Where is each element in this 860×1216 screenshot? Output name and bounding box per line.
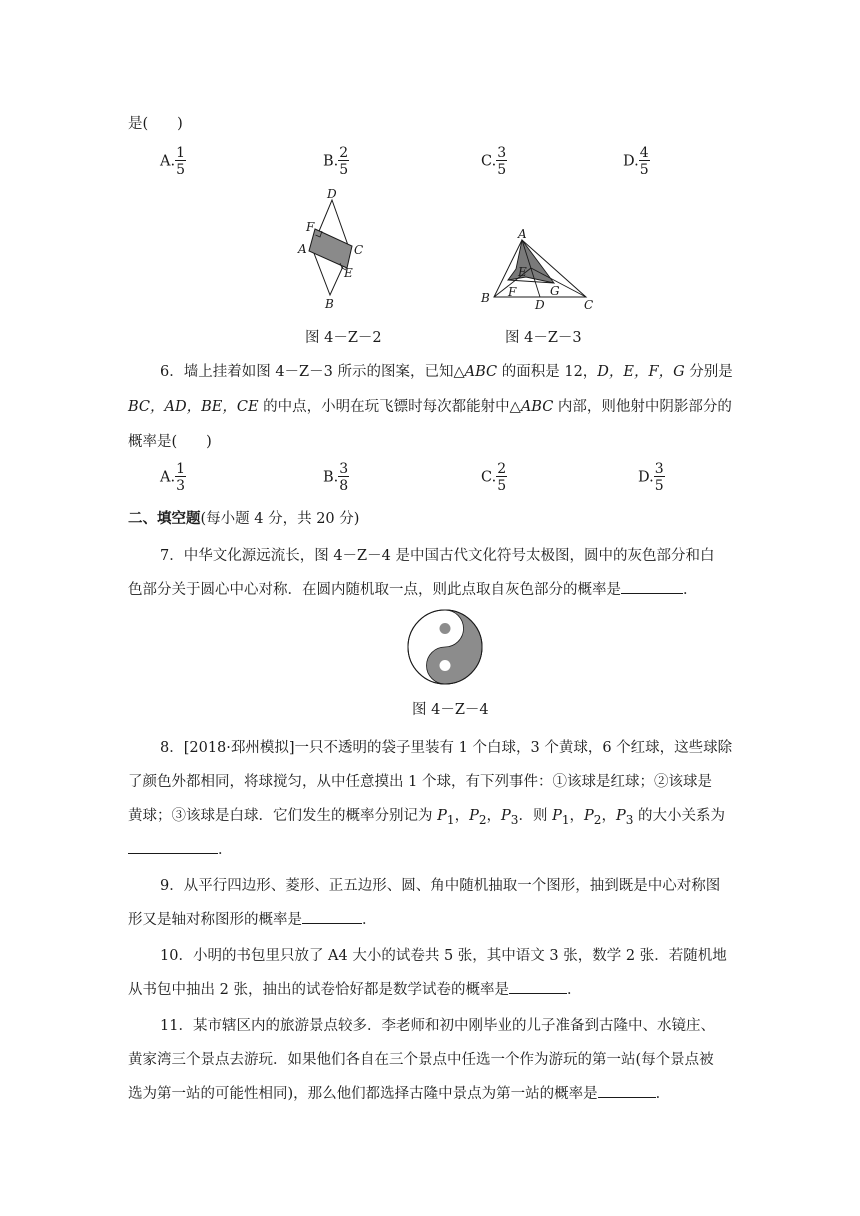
q11-line-1: 11．某市辖区内的旅游景点较多．李老师和初中刚毕业的儿子准备到古隆中、水镜庄、 [160,1018,715,1034]
q10-line-1: 10．小明的书包里只放了 A4 大小的试卷共 5 张，其中语文 3 张，数学 2 张．若随机地 [160,948,727,964]
fraction: $\frac{1}{3}$ [176,461,186,494]
taiji-white-dot [440,660,451,671]
q10-line-2: 从书包中抽出 2 张，抽出的试卷恰好都是数学试卷的概率是 ． [128,978,581,999]
q6-option-a: A. $\frac{1}{3}$ [160,461,186,494]
fraction: $\frac{1}{5}$ [176,145,186,178]
label-g: G [550,284,560,298]
answer-blank [621,579,683,594]
q6-line-2: BC，AD，BE，CE 的中点，小明在玩飞镖时每次都能射中△ABC 内部，则他射中阴影部分的 [128,399,732,415]
q5-option-a: A. $\frac{1}{5}$ [160,145,186,178]
q7-line-1: 7．中华文化源远流长，图 4－Z－4 是中国古代文化符号太极图，圆中的灰色部分和白 [160,548,715,564]
q5-option-c: C. $\frac{3}{5}$ [481,145,507,178]
answer-blank [598,1083,656,1098]
q8-line-4: ． [128,838,233,859]
answer-blank [509,979,567,994]
q9-line-1: 9．从平行四边形、菱形、正五边形、圆、角中随机抽取一个图形，抽到既是中心对称图 [160,878,721,894]
q6-option-c: C. $\frac{2}{5}$ [481,461,507,494]
fraction: $\frac{4}{5}$ [639,145,649,178]
figure-4-z-3 [478,228,598,312]
answer-blank [128,839,218,854]
label-c: C [354,243,364,257]
q8-line-2: 了颜色外都相同，将球搅匀，从中任意摸出 1 个球，有下列事件：①该球是红球；②该球是 [128,774,712,790]
figure-4-z-2 [290,186,370,310]
q9-line-2: 形又是轴对称图形的概率是 ． [128,908,377,929]
q6-option-b: B. $\frac{3}{8}$ [323,461,349,494]
section-2-heading: 二、填空题(每小题 4 分，共 20 分) [128,510,360,527]
q6-line-1: 6．墙上挂着如图 4－Z－3 所示的图案，已知△ABC 的面积是 12，D，E，F，G 分别是 [160,364,733,380]
fraction: $\frac{2}{5}$ [497,461,507,494]
fraction: $\frac{3}{8}$ [339,461,349,494]
q5-option-b: B. $\frac{2}{5}$ [323,145,349,178]
label-c: C [584,298,594,312]
label-b: B [325,297,334,310]
taiji-gray-dot [440,623,451,634]
q6-option-d: D. $\frac{3}{5}$ [638,461,664,494]
figure-4-z-3-caption: 图 4－Z－3 [505,330,582,346]
fraction: $\frac{3}{5}$ [654,461,664,494]
q8-line-3: 黄球；③该球是白球．它们发生的概率分别记为 $P_1$，$P_2$，$P_3$．则 $P_1$，$P_2$，$P_3$ 的大小关系为 [128,808,726,827]
q8-line-1: 8．[2018·邳州模拟]一只不透明的袋子里装有 1 个白球，3 个黄球，6 个红球，这些球除 [160,740,733,756]
label-f: F [508,285,517,299]
label-b: B [481,291,490,305]
fraction: $\frac{2}{5}$ [339,145,349,178]
label-e: E [518,265,527,279]
label-d: D [327,187,337,201]
q5-tail: 是( ) [128,116,183,132]
label-e: E [344,266,353,280]
figure-4-z-4-caption: 图 4－Z－4 [412,702,489,718]
q11-line-3: 选为第一站的可能性相同)，那么他们都选择古隆中景点为第一站的概率是 ． [128,1082,670,1103]
q7-line-2: 色部分关于圆心中心对称．在圆内随机取一点，则此点取自灰色部分的概率是 ． [128,578,698,599]
label-d: D [535,298,545,312]
figure-4-z-4-taiji [406,608,484,686]
q5-option-d: D. $\frac{4}{5}$ [623,145,649,178]
fraction: $\frac{3}{5}$ [497,145,507,178]
figure-4-z-2-caption: 图 4－Z－2 [305,330,382,346]
q6-line-3: 概率是( ) [128,434,212,450]
label-a: A [298,242,307,256]
label-f: F [306,220,315,234]
answer-blank [302,909,362,924]
shaded-rectangle [309,229,352,268]
q11-line-2: 黄家湾三个景点去游玩．如果他们各自在三个景点中任选一个作为游玩的第一站(每个景点被 [128,1052,714,1068]
label-a: A [518,228,527,241]
